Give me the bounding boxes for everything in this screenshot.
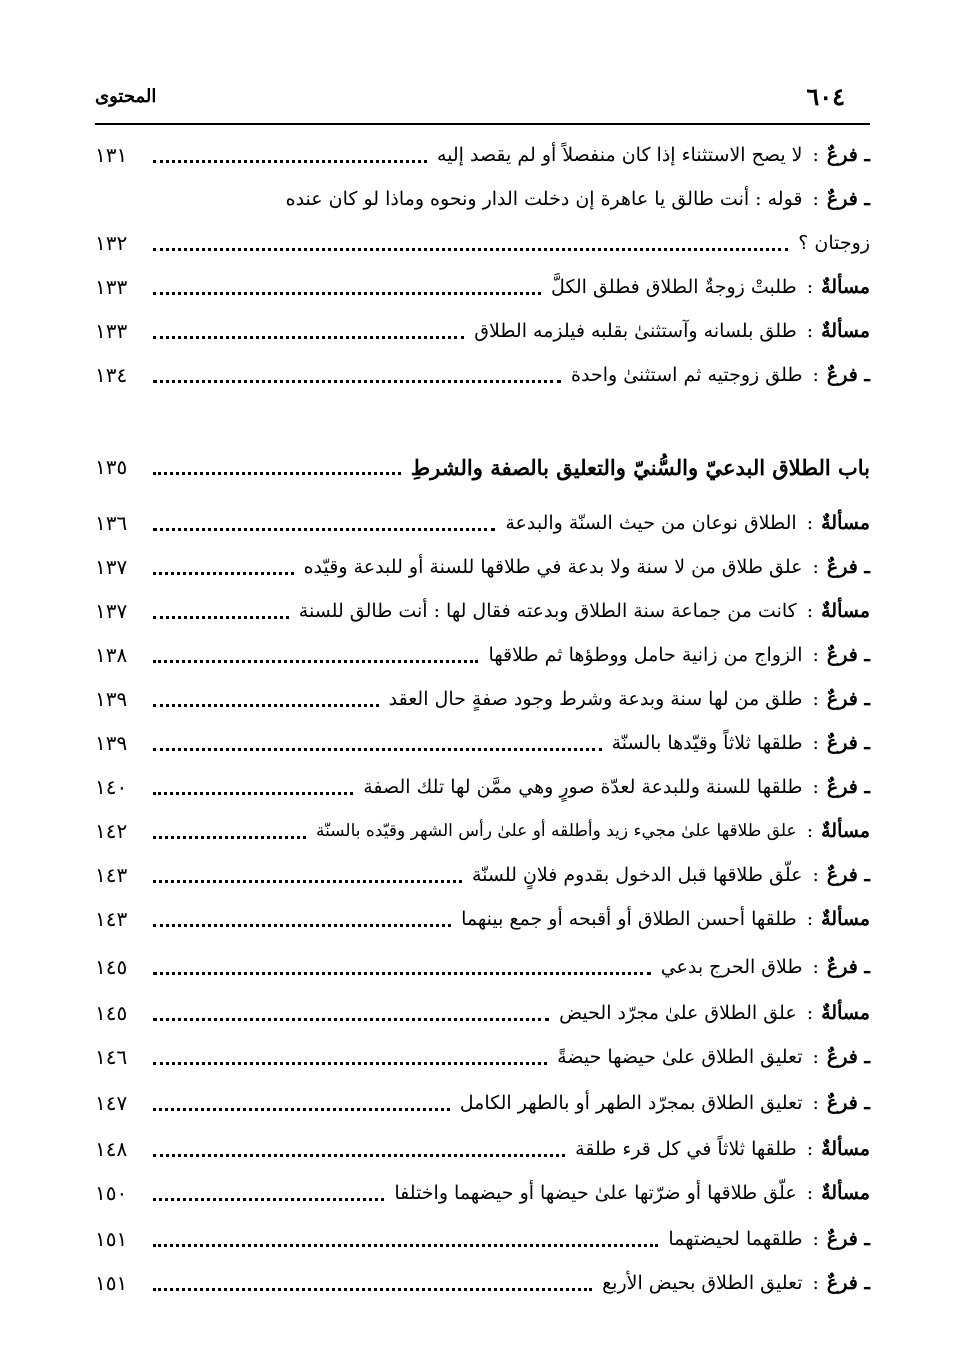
entry-title: الزواج من زانية حامل ووطؤها ثم طلاقها — [488, 644, 803, 666]
entry-title: علق الطلاق علىٰ مجرّد الحيض — [559, 1002, 797, 1024]
dot-leader — [153, 1108, 450, 1111]
entry-page-number: ١٣٢ — [95, 231, 128, 255]
entry-label: ـ فرعٌ — [826, 364, 870, 386]
entry-label: ـ فرعٌ — [826, 1046, 870, 1068]
toc-entry — [95, 678, 870, 720]
dot-leader — [153, 292, 541, 295]
entry-label: مسألةٌ — [821, 1138, 870, 1160]
entry-title: طلقهما لحيضتهما — [668, 1228, 803, 1250]
page-number: ٦٠٤ — [806, 82, 845, 111]
entry-label: ـ فرعٌ — [826, 144, 870, 166]
entry-colon: : — [812, 1228, 819, 1250]
entry-colon: : — [812, 956, 819, 978]
entry-page-number: ١٥١ — [95, 1271, 128, 1295]
dot-leader — [153, 836, 306, 839]
entry-label: ـ فرعٌ — [826, 688, 870, 710]
entry-colon: : — [806, 276, 814, 298]
entry-page-number: ١٣٨ — [95, 643, 128, 667]
entry-page-number: ١٤٦ — [95, 1045, 128, 1069]
toc-entry — [95, 1172, 870, 1214]
entry-page-number: ١٥٠ — [95, 1181, 128, 1205]
entry-colon: : — [812, 556, 819, 578]
entry-colon: : — [806, 908, 814, 930]
entry-page-number: ١٤٣ — [95, 863, 128, 887]
toc-entry — [95, 634, 870, 676]
toc-entry — [95, 810, 870, 852]
dot-leader — [153, 1288, 592, 1291]
entry-page-number: ١٣٤ — [95, 363, 128, 387]
entry-colon: : — [806, 1182, 814, 1204]
entry-page-number: ١٤٨ — [95, 1137, 128, 1161]
toc-entry — [95, 1262, 870, 1304]
entry-colon: : — [812, 144, 819, 166]
dot-leader — [153, 1244, 658, 1247]
entry-colon: : — [806, 820, 814, 842]
toc-entry — [95, 1128, 870, 1170]
toc-entry-continuation — [95, 222, 870, 264]
entry-title: طلق بلسانه وآستثنىٰ بقلبه فيلزمه الطلاق — [474, 320, 797, 342]
entry-colon: : — [806, 1002, 814, 1024]
dot-leader — [153, 924, 451, 927]
dot-leader — [153, 336, 464, 339]
entry-page-number: ١٣٥ — [95, 455, 128, 479]
entry-colon: : — [812, 1046, 819, 1068]
entry-label: مسألةٌ — [821, 276, 870, 298]
entry-colon: : — [812, 732, 819, 754]
entry-page-number: ١٣٩ — [95, 731, 128, 755]
entry-label: ـ فرعٌ — [826, 956, 870, 978]
toc-entry — [95, 310, 870, 352]
entry-label: مسألةٌ — [821, 820, 870, 842]
entry-label: مسألةٌ — [821, 1182, 870, 1204]
entry-label: ـ فرعٌ — [826, 732, 870, 754]
entry-label: ـ فرعٌ — [826, 1272, 870, 1294]
toc-entry — [95, 354, 870, 396]
toc-entry — [95, 898, 870, 940]
entry-colon: : — [812, 1092, 819, 1114]
entry-label: ـ فرعٌ — [826, 1228, 870, 1250]
entry-title: لا يصح الاستثناء إذا كان منفصلاً أو لم يقصد إليه — [436, 144, 803, 166]
entry-page-number: ١٣١ — [95, 143, 128, 167]
entry-colon: : — [812, 188, 819, 210]
entry-colon: : — [812, 864, 819, 886]
entry-label: ـ فرعٌ — [826, 1092, 870, 1114]
toc-entry — [95, 1218, 870, 1260]
toc-entry — [95, 502, 870, 544]
toc-entry — [95, 854, 870, 896]
entry-label: مسألةٌ — [821, 600, 870, 622]
entry-title: تعليق الطلاق بمجرّد الطهر أو بالطهر الكامل — [459, 1092, 803, 1114]
entry-page-number: ١٤٧ — [95, 1091, 128, 1115]
toc-entry — [95, 134, 870, 176]
dot-leader — [153, 660, 478, 663]
toc-entry — [95, 178, 870, 220]
dot-leader — [153, 1062, 547, 1065]
chapter-title: باب الطلاق البدعيّ والسُّنيّ والتعليق بالصفة والشرطِ — [410, 454, 870, 480]
toc-entry — [95, 590, 870, 632]
dot-leader — [153, 472, 401, 475]
entry-page-number: ١٤٠ — [95, 775, 128, 799]
entry-colon: : — [812, 644, 819, 666]
entry-label: مسألةٌ — [821, 908, 870, 930]
entry-title: طلقها ثلاثاً وقيّدها بالسنّة — [611, 732, 803, 754]
dot-leader — [153, 1154, 565, 1157]
dot-leader — [153, 748, 602, 751]
entry-page-number: ١٣٦ — [95, 511, 128, 535]
toc-entry — [95, 992, 870, 1034]
entry-label: ـ فرعٌ — [826, 776, 870, 798]
dot-leader — [153, 160, 427, 163]
entry-page-number: ١٣٧ — [95, 599, 128, 623]
entry-page-number: ١٤٣ — [95, 907, 128, 931]
entry-title: طلقها أحسن الطلاق أو أقبحه أو جمع بينهما — [461, 908, 797, 930]
entry-title: علّق طلاقها قبل الدخول بقدوم فلانٍ للسنّة — [471, 864, 803, 886]
entry-title: طلاق الحرج بدعي — [660, 956, 803, 978]
entry-page-number: ١٤٢ — [95, 819, 128, 843]
entry-label: ـ فرعٌ — [826, 188, 870, 210]
dot-leader — [153, 248, 788, 251]
toc-entry — [95, 766, 870, 808]
entry-title: طلق من لها سنة وبدعة وشرط وجود صفةٍ حال العقد — [388, 688, 803, 710]
entry-label: مسألةٌ — [821, 320, 870, 342]
entry-title: علّق طلاقها أو ضرّتها علىٰ حيضها أو حيضهما واختلفا — [394, 1182, 797, 1204]
toc-entry — [95, 546, 870, 588]
entry-title: كانت من جماعة سنة الطلاق وبدعته فقال لها : أنت طالق للسنة — [298, 600, 797, 622]
entry-page-number: ١٣٣ — [95, 319, 128, 343]
entry-page-number: ١٤٥ — [95, 1001, 128, 1025]
entry-colon: : — [812, 1272, 819, 1294]
dot-leader — [153, 528, 495, 531]
dot-leader — [153, 380, 561, 383]
entry-title: طلق زوجتيه ثم استثنىٰ واحدة — [571, 364, 803, 386]
entry-title: طلقها للسنة وللبدعة لعدّة صورٍ وهي ممَّن لها تلك الصفة — [363, 776, 803, 798]
entry-page-number: ١٣٣ — [95, 275, 128, 299]
dot-leader — [153, 972, 651, 975]
chapter-heading — [95, 446, 870, 488]
dot-leader — [153, 704, 379, 707]
dot-leader — [153, 616, 289, 619]
entry-label: مسألةٌ — [821, 1002, 870, 1024]
entry-page-number: ١٤٥ — [95, 955, 128, 979]
entry-title: زوجتان ؟ — [798, 232, 870, 254]
dot-leader — [153, 792, 353, 795]
entry-title: علق طلاق من لا سنة ولا بدعة في طلاقها للسنة أو للبدعة وقيّده — [303, 556, 803, 578]
dot-leader — [153, 1018, 549, 1021]
entry-title: قوله : أنت طالق يا عاهرة إن دخلت الدار ونحوه وماذا لو كان عنده — [285, 188, 803, 210]
entry-colon: : — [812, 688, 819, 710]
entry-colon: : — [806, 1138, 814, 1160]
entry-colon: : — [806, 512, 814, 534]
entry-title: علق طلاقها علىٰ مجيء زيد وأطلقه أو علىٰ رأس الشهر وقيّده بالسنّة — [315, 821, 797, 841]
entry-page-number: ١٣٧ — [95, 555, 128, 579]
toc-entry — [95, 946, 870, 988]
toc-entry — [95, 722, 870, 764]
toc-entry — [95, 1036, 870, 1078]
entry-page-number: ١٣٩ — [95, 687, 128, 711]
dot-leader — [153, 880, 462, 883]
dot-leader — [153, 1198, 384, 1201]
entry-title: الطلاق نوعان من حيث السنّة والبدعة — [505, 512, 797, 534]
entry-title: تعليق الطلاق علىٰ حيضها حيضةً — [557, 1046, 803, 1068]
dot-leader — [153, 572, 294, 575]
entry-colon: : — [812, 364, 819, 386]
entry-label: مسألةٌ — [821, 512, 870, 534]
entry-colon: : — [812, 776, 819, 798]
toc-entry — [95, 1082, 870, 1124]
entry-label: ـ فرعٌ — [826, 644, 870, 666]
entry-label: ـ فرعٌ — [826, 864, 870, 886]
entry-title: تعليق الطلاق بحيض الأربع — [602, 1272, 803, 1294]
entry-colon: : — [806, 600, 814, 622]
entry-colon: : — [806, 320, 814, 342]
entry-title: طلبتْ زوجةٌ الطلاق فطلق الكلَّ — [550, 276, 797, 298]
entry-label: ـ فرعٌ — [826, 556, 870, 578]
entry-title: طلقها ثلاثاً في كل قرء طلقة — [575, 1138, 797, 1160]
toc-entry — [95, 266, 870, 308]
running-title: المحتوى — [95, 86, 157, 107]
entry-page-number: ١٥١ — [95, 1227, 128, 1251]
